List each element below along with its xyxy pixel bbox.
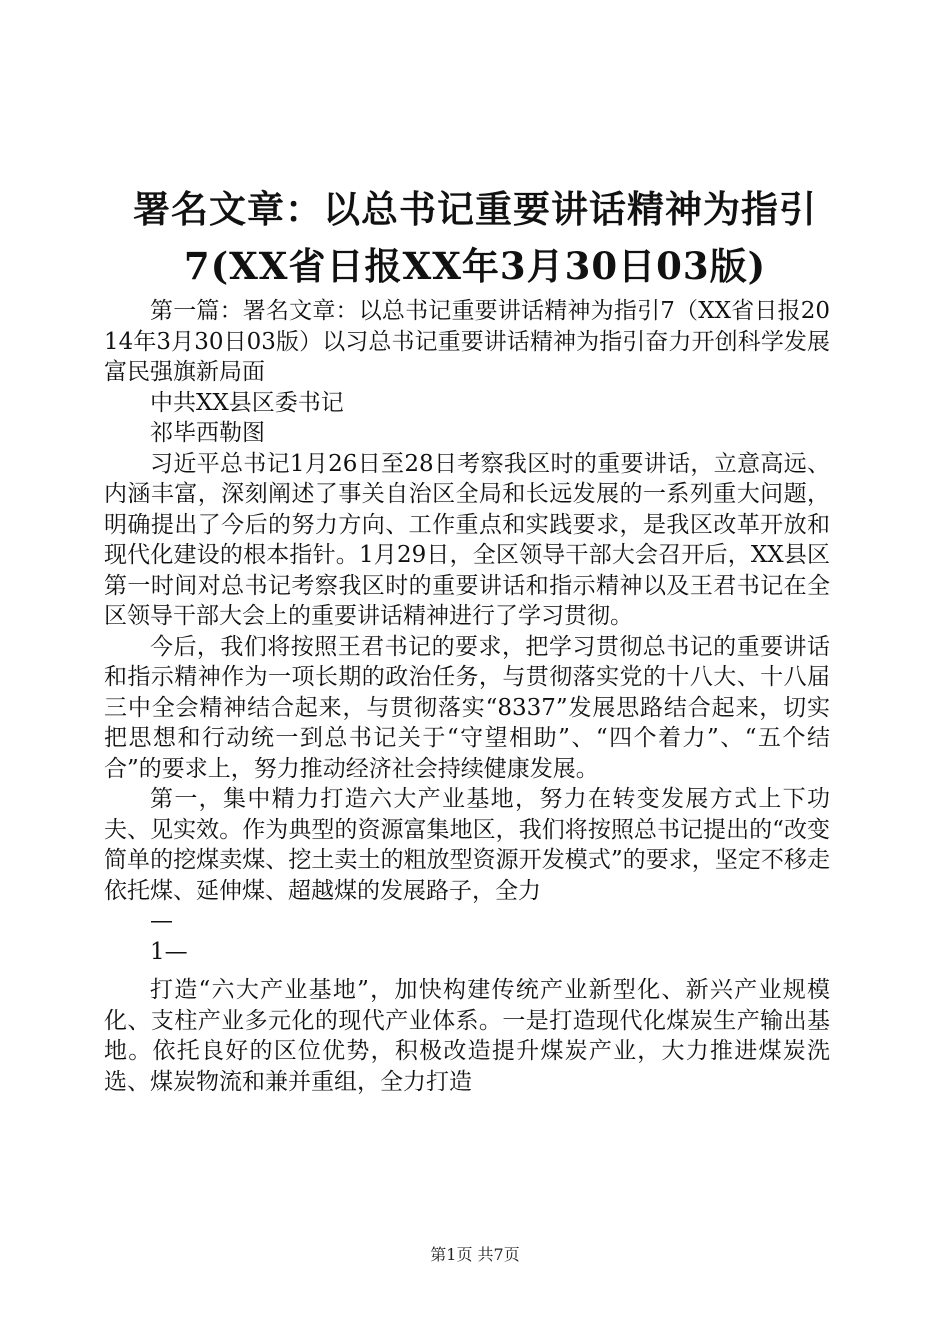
body-paragraph-1: 习近平总书记1月26日至28日考察我区时的重要讲话，立意高远、内涵丰富，深刻阐述了事关自治区全局和长远发展的一系列重大问题，明确提出了今后的努力方向、工作重点和实践要求，是我区改革开放和现代化建设的根本指针。1月29日，全区领导干部大会召开后，XX县区第一时间对总书记考察我区时的重要讲话和指示精神以及王君书记在全区领导干部大会上的重要讲话精神进行了学习贯彻。 [104, 450, 830, 629]
body-paragraph-2: 今后，我们将按照王君书记的要求，把学习贯彻总书记的重要讲话和指示精神作为一项长期的政治任务，与贯彻落实党的十八大、十八届三中全会精神结合起来，与贯彻落实“8337”发展思路结合起来，切实把思想和行动统一到总书记关于“守望相助”、“四个着力”、“五个结合”的要求上，努力推动经济社会持续健康发展。 [104, 633, 830, 782]
intro-paragraph: 第一篇：署名文章：以总书记重要讲话精神为指引7（XX省日报2014年3月30日03版）以习总书记重要讲话精神为指引奋力开创科学发展富民强旗新局面 [104, 298, 830, 385]
page-marker: 1— [150, 938, 188, 965]
document-body [104, 296, 830, 1097]
body-paragraph-3: 第一，集中精力打造六大产业基地，努力在转变发展方式上下功夫、见实效。作为典型的资源富集地区，我们将按照总书记提出的“改变简单的挖煤卖煤、挖土卖土的粗放型资源开发模式”的要求，坚定不移走依托煤、延伸煤、超越煤的发展路子，全力 [104, 786, 830, 904]
page-separator: — [150, 908, 173, 934]
document-title-line-2: 7(XX省日报XX年3月30日03版) [183, 244, 767, 288]
continuation-paragraph: 打造“六大产业基地”，加快构建传统产业新型化、新兴产业规模化、支柱产业多元化的现代产业体系。一是打造现代化煤炭生产输出基地。依托良好的区位优势，积极改造提升煤炭产业，大力推进煤炭洗选、煤炭物流和兼并重组，全力打造 [104, 977, 830, 1095]
document-title-line-1: 署名文章：以总书记重要讲话精神为指引 [133, 187, 817, 231]
byline-organization: 中共XX县区委书记 [150, 389, 344, 416]
byline-author: 祁毕西勒图 [150, 420, 265, 446]
page-footer: 第1页 共7页 [430, 1245, 520, 1264]
